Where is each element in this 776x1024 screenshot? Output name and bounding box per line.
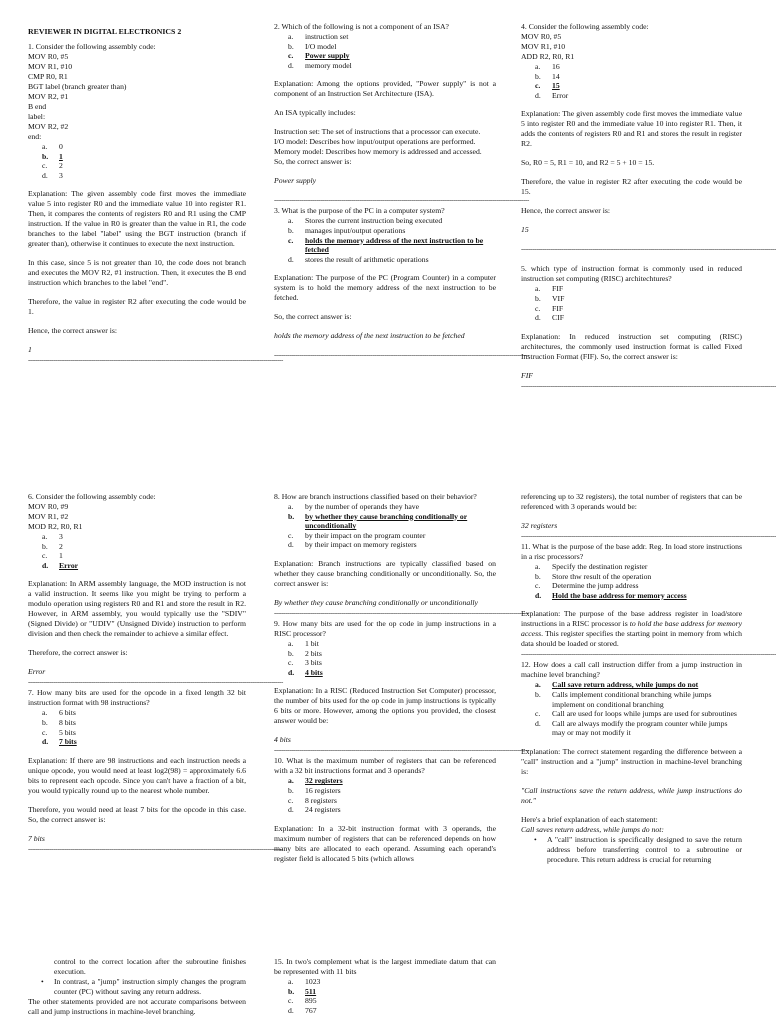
- q11-explanation-italic: to hold the base address for memory access: [521, 619, 742, 639]
- answer-option: [274, 42, 496, 52]
- answer-option: [274, 51, 496, 61]
- divider: ------------------------------------------------------------------------------------------------------------------------------------: [28, 678, 283, 687]
- divider: ------------------------------------------------------------------------------------------------------------------------------------: [28, 356, 283, 365]
- q6-answer-lead: Therefore, the correct answer is:: [28, 648, 128, 658]
- option-text: 1: [59, 551, 63, 561]
- q11-options: [521, 562, 742, 600]
- q2-options: [274, 32, 496, 70]
- option-text: 32 registers: [305, 776, 343, 786]
- answer-option: [28, 171, 246, 181]
- option-letter: c.: [288, 235, 294, 245]
- option-text: holds the memory address of the next instruction to be fetched: [305, 235, 484, 255]
- answer-option: [28, 708, 246, 718]
- answer-option: [521, 284, 742, 294]
- q7-options: [28, 708, 246, 746]
- option-text: Specify the destination register: [552, 562, 648, 571]
- option-letter: d.: [42, 737, 49, 747]
- q6-code: [28, 492, 246, 532]
- code-line: MOV R1, #10: [28, 62, 73, 71]
- option-text: FIF: [552, 284, 564, 294]
- answer-option: [521, 690, 742, 709]
- q3-options: [274, 216, 496, 264]
- answer-option: [274, 61, 496, 71]
- option-text: by whether they cause branching conditionally or unconditionally: [305, 511, 468, 531]
- answer-option: [274, 502, 496, 512]
- q8-explanation: Explanation: Branch instructions are typically classified based on whether they cause branching conditionally or unconditionally. So, the correct answer is:: [274, 558, 496, 588]
- option-text: 16 registers: [305, 785, 341, 795]
- option-letter: c.: [42, 161, 48, 171]
- option-text: 7 bits: [59, 737, 77, 747]
- option-letter: c.: [535, 709, 541, 719]
- q10-options: [274, 776, 496, 814]
- option-text: VIF: [552, 293, 565, 303]
- option-letter: a.: [535, 284, 541, 294]
- option-letter: c.: [42, 727, 48, 737]
- q3-explanation: Explanation: The purpose of the PC (Program Counter) in a computer system is to hold the memory address of the next instruction to be fetched.: [274, 273, 496, 303]
- page-band-3: [0, 957, 768, 1024]
- answer-option: [274, 796, 496, 806]
- answer-option: [521, 62, 742, 72]
- q12-explanation-3: Call saves return address, while jumps do not:: [521, 824, 664, 834]
- option-text: 2: [59, 541, 63, 551]
- option-text: I/O model: [305, 41, 337, 51]
- q1-answer: 1: [28, 345, 32, 355]
- q8-question: 8. How are branch instructions classified based on their behavior?: [274, 492, 477, 501]
- option-text: 14: [552, 71, 560, 81]
- answer-option: [274, 1006, 496, 1016]
- option-text: Call are always modify the program counter while jumps may or may not modify it: [552, 718, 728, 738]
- answer-option: [274, 977, 496, 987]
- q10-answer: 32 registers: [521, 521, 558, 530]
- divider: ------------------------------------------------------------------------------------------------------------------------------------: [521, 532, 776, 540]
- q12-options: [521, 680, 742, 738]
- option-letter: d.: [535, 90, 541, 100]
- column-1c: [28, 957, 246, 1017]
- answer-option: [521, 313, 742, 323]
- option-letter: d.: [288, 805, 294, 815]
- option-text: 8 registers: [305, 795, 337, 805]
- answer-option: [274, 255, 496, 265]
- option-text: CIF: [552, 313, 564, 323]
- option-text: by the number of operands they have: [305, 502, 419, 511]
- code-line: label:: [28, 112, 46, 121]
- option-text: stores the result of arithmetic operations: [305, 254, 429, 264]
- q7-explanation-2: Therefore, you would need at least 7 bits for the opcode in this case. So, the correct answer is:: [28, 804, 246, 824]
- option-letter: d.: [535, 590, 542, 600]
- q1-options: [28, 142, 246, 180]
- page-band-2: [0, 492, 776, 892]
- code-line: MOV R0, #9: [28, 502, 69, 511]
- code-line: MOV R1, #10: [521, 42, 566, 51]
- page-title: REVIEWER IN DIGITAL ELECTRONICS 2: [28, 27, 182, 36]
- option-text: Stores the current instruction being executed: [305, 216, 443, 226]
- q12-explanation-2: Here's a brief explanation of each statement:: [521, 814, 658, 824]
- q2-answer: Power supply: [274, 176, 317, 186]
- option-text: 8 bits: [59, 717, 76, 727]
- option-letter: c.: [288, 51, 294, 61]
- option-text: 3: [59, 170, 63, 180]
- option-text: 3: [59, 532, 63, 541]
- divider: ------------------------------------------------------------------------------------------------------------------------------------: [274, 608, 529, 617]
- option-text: 24 registers: [305, 805, 341, 815]
- answer-option: [274, 649, 496, 659]
- option-letter: b.: [288, 986, 295, 996]
- option-text: by their impact on the program counter: [305, 530, 426, 540]
- answer-option: [521, 91, 742, 101]
- option-letter: c.: [288, 795, 294, 805]
- option-text: 0: [59, 142, 63, 151]
- code-line: B end: [28, 102, 47, 111]
- q1-explanation-3: Therefore, the value in register R2 after executing the code would be 1.: [28, 297, 246, 317]
- q12-bullets-cont: [28, 957, 246, 997]
- q2-question: 2. Which of the following is not a component of an ISA?: [274, 22, 449, 31]
- column-2b: [274, 492, 529, 864]
- divider: ------------------------------------------------------------------------------------------------------------------------------------: [521, 381, 776, 390]
- option-letter: a.: [42, 142, 48, 151]
- code-line: CMP R0, R1: [28, 72, 68, 81]
- option-text: Determine the jump address: [552, 581, 639, 591]
- option-text: 2 bits: [305, 648, 322, 658]
- option-letter: c.: [42, 551, 48, 561]
- option-letter: d.: [288, 60, 294, 70]
- q6-answer: Error: [28, 667, 46, 677]
- option-letter: b.: [535, 571, 541, 581]
- option-text: 895: [305, 996, 317, 1006]
- option-letter: b.: [288, 511, 295, 521]
- option-text: Error: [552, 90, 569, 100]
- q1-explanation: Explanation: The given assembly code first moves the immediate value 5 into register R0 and the immediate value 10 into register R1. Then, it compares the contents of registers R0 and R1 using the CMP instruction. If the value in R0 is greater than the value in R1, the code branches to the label "label" using the BGT instruction (branch if greater than), otherwise it continues to execute the next instruction.: [28, 189, 246, 249]
- option-text: 3 bits: [305, 658, 322, 668]
- q4-explanation: Explanation: The given assembly code first moves the immediate value 5 into register R0 and the immediate value 10 into register R1. Then, it adds the contents of registers R0 and R1 and stores the result in register R2.: [521, 109, 742, 149]
- answer-option: [521, 581, 742, 591]
- option-letter: a.: [288, 32, 294, 41]
- option-text: 1023: [305, 977, 321, 986]
- option-text: Power supply: [305, 51, 350, 61]
- q6-explanation: Explanation: In ARM assembly language, the MOD instruction is not a valid instruction. It seems like you might be trying to perform a modulo operation using registers R0 and R1 and store the result in R2. However, in ARM assembly, you would typically use the "SDIV" (Signed Divide) or "UDIV" (Unsigned Divide) instruction to perform division and then check the remainder to achieve a similar effect.: [28, 579, 246, 639]
- answer-option: [521, 72, 742, 82]
- option-letter: a.: [288, 502, 294, 511]
- q3-question: 3. What is the purpose of the PC in a computer system?: [274, 206, 445, 216]
- option-letter: c.: [288, 530, 294, 540]
- option-letter: d.: [288, 540, 294, 550]
- option-letter: b.: [42, 151, 49, 161]
- answer-option: [274, 776, 496, 786]
- option-text: 16: [552, 62, 560, 71]
- option-letter: c.: [535, 303, 541, 313]
- answer-option: [274, 32, 496, 42]
- q11-explanation-b: . This register specifies the starting point in memory from which data should be loaded or stored.: [521, 629, 742, 649]
- option-text: 6 bits: [59, 708, 76, 718]
- q10-explanation: Explanation: In a 32-bit instruction format with 3 operands, the maximum number of registers that can be referenced depends on how many bits are allocated to each operand. Assuming each operand's register field is allocated 5 bits (which allows: [274, 823, 496, 863]
- q12-quote: "Call instructions save the return address, while jump instructions do not.": [521, 785, 742, 805]
- q5-question: 5. which type of instruction format is commonly used in reduced instruction set computing (RISC) architechtures?: [521, 264, 742, 284]
- column-1: [28, 22, 283, 366]
- q10-question: 10. What is the maximum number of registers that can be referenced with a 32 bit instructions format and 3 operands?: [274, 756, 496, 776]
- option-letter: b.: [42, 717, 48, 727]
- answer-option: [274, 658, 496, 668]
- code-line: MOV R2, #2: [28, 122, 69, 131]
- option-letter: d.: [288, 254, 294, 264]
- q2-answer-lead: So, the correct answer is:: [274, 157, 352, 167]
- q12-question: 12. How does a call call instruction differ from a jump instruction in machine level branching?: [521, 660, 742, 680]
- q9-question: 9. How many bits are used for the op code in jump instructions in a RISC processor?: [274, 618, 496, 638]
- divider: ------------------------------------------------------------------------------------------------------------------------------------: [28, 844, 283, 853]
- option-letter: a.: [288, 977, 294, 986]
- option-letter: c.: [288, 658, 294, 668]
- option-letter: a.: [288, 216, 294, 226]
- option-letter: a.: [288, 776, 294, 786]
- q1-explanation-2: In this case, since 5 is not greater than 10, the code does not branch and executes the MOV R2, #1 instruction. Then, it executes the B end instruction which branches to the label "end".: [28, 258, 246, 288]
- code-line: MOV R2, #1: [28, 92, 69, 101]
- q5-options: [521, 284, 742, 322]
- option-letter: b.: [288, 41, 294, 51]
- page-band-1: [0, 22, 776, 422]
- option-letter: a.: [535, 680, 541, 690]
- answer-option: [28, 551, 246, 561]
- option-letter: a.: [288, 638, 294, 648]
- option-letter: d.: [535, 718, 541, 728]
- option-text: instruction set: [305, 32, 349, 41]
- option-letter: d.: [288, 1005, 294, 1015]
- q9-options: [274, 639, 496, 677]
- option-letter: c.: [535, 581, 541, 591]
- q12-explanation: Explanation: The correct statement regarding the difference between a "call" instruction and a "jump" instruction in machine-level branching is:: [521, 746, 742, 776]
- question-text: 1. Consider the following assembly code:: [28, 42, 156, 51]
- option-letter: c.: [535, 81, 541, 91]
- option-text: memory model: [305, 60, 352, 70]
- answer-option: [521, 719, 742, 738]
- q15-options: [274, 977, 496, 1015]
- q10-explanation-cont: referencing up to 32 registers), the total number of registers that can be referenced with 3 operands would be:: [521, 492, 742, 511]
- q3-answer-lead: So, the correct answer is:: [274, 312, 352, 322]
- q4-explanation-2: So, R0 = 5, R1 = 10, and R2 = 5 + 10 = 15.: [521, 158, 655, 168]
- option-text: Error: [59, 560, 79, 570]
- answer-option: [274, 512, 496, 531]
- divider: ------------------------------------------------------------------------------------------------------------------------------------: [274, 351, 529, 360]
- option-text: 1: [59, 151, 63, 161]
- option-letter: d.: [535, 313, 541, 323]
- q5-explanation: Explanation: In reduced instruction set computing (RISC) architectures, the commonly used instruction format is called Fixed Instruction Format (FIF). So, the correct answer is:: [521, 331, 742, 361]
- option-letter: b.: [288, 225, 294, 235]
- q4-explanation-3: Therefore, the value in register R2 after executing the code would be 15.: [521, 177, 742, 197]
- answer-option: [521, 81, 742, 91]
- option-letter: b.: [535, 71, 541, 81]
- option-letter: c.: [288, 996, 294, 1006]
- option-text: 511: [305, 986, 317, 996]
- option-letter: a.: [42, 708, 48, 718]
- option-text: 4 bits: [305, 667, 323, 677]
- q7-answer: 7 bits: [28, 833, 45, 843]
- answer-option: [28, 728, 246, 738]
- q4-answer-lead: Hence, the correct answer is:: [521, 206, 611, 216]
- q15-question: 15. In two's complement what is the largest immediate datum that can be represented with 11 bits: [274, 957, 496, 976]
- code-line: MOV R0, #5: [28, 52, 69, 61]
- code-line: BGT label (branch greater than): [28, 82, 127, 91]
- code-line: end:: [28, 132, 42, 141]
- q3-answer: holds the memory address of the next instruction to be fetched: [274, 331, 465, 341]
- answer-option: [274, 987, 496, 997]
- option-text: manages input/output operations: [305, 225, 406, 235]
- q2-explanation-2: An ISA typically includes:: [274, 108, 356, 118]
- column-3b: [521, 492, 776, 865]
- column-3: [521, 22, 776, 392]
- option-text: 767: [305, 1005, 317, 1015]
- code-line: ADD R2, R0, R1: [521, 52, 575, 61]
- answer-option: [274, 668, 496, 678]
- option-letter: d.: [42, 170, 48, 180]
- answer-option: [28, 561, 246, 571]
- answer-option: [274, 540, 496, 550]
- code-line: MOD R2, R0, R1: [28, 522, 83, 531]
- q9-answer: 4 bits: [274, 735, 291, 745]
- answer-option: [521, 562, 742, 572]
- answer-option: [274, 639, 496, 649]
- answer-option: [28, 718, 246, 728]
- q4-options: [521, 62, 742, 100]
- list-item: control to the correct location after the subroutine finishes execution.: [54, 957, 246, 976]
- q2-explanation: Explanation: Among the options provided, "Power supply" is not a component of an Instruction Set Architecture (ISA).: [274, 79, 496, 99]
- answer-option: [274, 236, 496, 255]
- answer-option: [521, 709, 742, 719]
- q8-options: [274, 502, 496, 550]
- question-text: 4. Consider the following assembly code:: [521, 22, 649, 31]
- answer-option: [274, 996, 496, 1006]
- answer-option: [521, 304, 742, 314]
- answer-option: [521, 572, 742, 582]
- answer-option: [28, 532, 246, 542]
- column-2c: [274, 957, 496, 1015]
- answer-option: [521, 591, 742, 601]
- divider: ------------------------------------------------------------------------------------------------------------------------------------: [274, 746, 529, 755]
- q11-explanation: [521, 609, 742, 649]
- q2-explanation-3: Instruction set: The set of instructions that a processor can execute.: [274, 127, 481, 137]
- list-item: • In contrast, a "jump" instruction simply changes the program counter (PC) without saving any return address.: [28, 977, 246, 997]
- option-text: Store thw result of the operation: [552, 571, 652, 581]
- divider: ------------------------------------------------------------------------------------------------------------------------------------: [274, 196, 529, 205]
- q4-code: [521, 22, 742, 62]
- q7-explanation: Explanation: If there are 98 instructions and each instruction needs a unique opcode, you would need at least log2(98) = approximately 6.6 bits to represent each opcode. Since you can't have a fraction of a bit, you would typically round up to the nearest whole number.: [28, 755, 246, 795]
- option-letter: b.: [288, 648, 294, 658]
- option-text: 15: [552, 81, 560, 91]
- q1-code: [28, 42, 246, 142]
- answer-option: [28, 161, 246, 171]
- answer-option: [274, 531, 496, 541]
- q1-answer-lead: Hence, the correct answer is:: [28, 326, 118, 336]
- option-letter: a.: [535, 62, 541, 71]
- answer-option: [274, 805, 496, 815]
- option-text: Hold the base address for memory access: [552, 590, 687, 600]
- answer-option: [274, 216, 496, 226]
- option-letter: d.: [42, 560, 49, 570]
- list-item: • A "call" instruction is specifically designed to save the return address before transferring control to a subroutine or procedure. This return address is crucial for returning: [521, 835, 742, 865]
- answer-option: [521, 294, 742, 304]
- q2-explanation-4: I/O model: Describes how input/output operations are performed.: [274, 137, 476, 147]
- answer-option: [274, 786, 496, 796]
- divider: ------------------------------------------------------------------------------------------------------------------------------------: [521, 650, 776, 659]
- answer-option: [28, 737, 246, 747]
- answer-option: [28, 542, 246, 552]
- q9-explanation: Explanation: In a RISC (Reduced Instruction Set Computer) processor, the number of bits used for the op code in jump instructions is typically 6 bits or more. However, among the options you provided, the closest answer would be:: [274, 686, 496, 726]
- option-text: by their impact on memory registers: [305, 540, 417, 550]
- option-letter: b.: [288, 785, 294, 795]
- question-text: 6. Consider the following assembly code:: [28, 492, 156, 501]
- option-text: Call are used for loops while jumps are used for subroutines: [552, 709, 737, 719]
- q12-tail: The other statements provided are not accurate comparisons between call and jump instructions in machine-level branching.: [28, 997, 246, 1016]
- divider: ------------------------------------------------------------------------------------------------------------------------------------: [521, 245, 776, 254]
- option-letter: a.: [535, 562, 541, 571]
- option-text: FIF: [552, 303, 564, 313]
- option-text: Calls implement conditional branching while jumps implement on conditional branching: [552, 689, 712, 709]
- answer-option: [28, 142, 246, 152]
- q11-question: 11. What is the purpose of the base addr. Reg. In load store instructions in a risc processors?: [521, 542, 742, 561]
- q6-options: [28, 532, 246, 570]
- option-letter: b.: [535, 293, 541, 303]
- q2-explanation-5: Memory model: Describes how memory is addressed and accessed.: [274, 147, 482, 157]
- answer-option: [521, 680, 742, 690]
- option-letter: b.: [535, 689, 541, 699]
- q11-explanation-a: Explanation: The purpose of the base address register in load/store instructions in a RISC processor is: [521, 609, 742, 629]
- option-text: Call save return address, while jumps do not: [552, 680, 699, 690]
- option-text: 2: [59, 161, 63, 171]
- q12-bullets: [521, 835, 742, 865]
- option-text: 5 bits: [59, 727, 76, 737]
- option-letter: b.: [42, 541, 48, 551]
- q8-answer: By whether they cause branching conditionally or unconditionally: [274, 597, 478, 607]
- answer-option: [28, 152, 246, 162]
- q5-answer: FIF: [521, 370, 533, 380]
- option-letter: a.: [42, 532, 48, 541]
- option-text: 1 bit: [305, 638, 319, 648]
- answer-option: [274, 226, 496, 236]
- q4-answer: 15: [521, 225, 529, 235]
- code-line: MOV R1, #2: [28, 512, 69, 521]
- code-line: MOV R0, #5: [521, 32, 562, 41]
- option-letter: d.: [288, 667, 295, 677]
- q7-question: 7. How many bits are used for the opcode in a fixed length 32 bit instruction format with 98 instructions?: [28, 688, 246, 708]
